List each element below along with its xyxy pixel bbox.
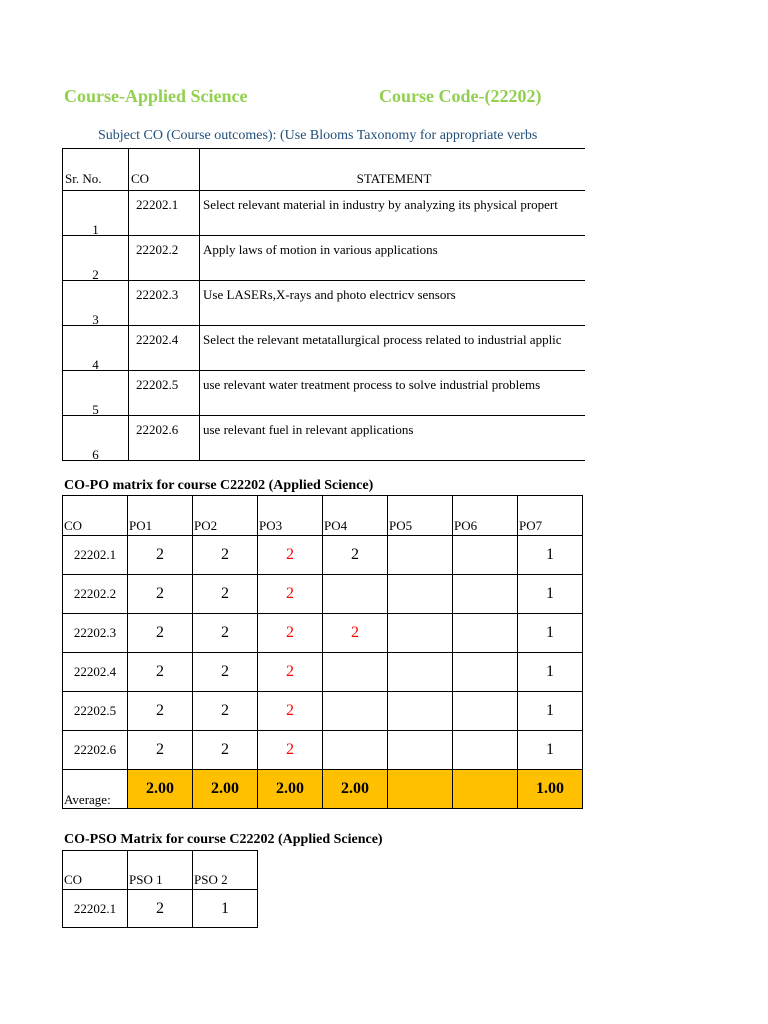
co-code: 22202.2 bbox=[129, 236, 200, 281]
co-code: 22202.1 bbox=[129, 191, 200, 236]
po5-value bbox=[388, 731, 453, 770]
co-code: 22202.5 bbox=[63, 692, 128, 731]
table-row bbox=[63, 731, 583, 770]
subject-co-line: Subject CO (Course outcomes): (Use Blooms Taxonomy for appropriate verbs bbox=[98, 128, 538, 143]
po6-value bbox=[453, 731, 518, 770]
copo-matrix-title: CO-PO matrix for course C22202 (Applied Science) bbox=[64, 478, 374, 493]
po3-value: 2 bbox=[258, 536, 323, 575]
po6-value bbox=[453, 575, 518, 614]
po1-value: 2 bbox=[128, 731, 193, 770]
co-code: 22202.4 bbox=[63, 653, 128, 692]
copso-matrix-table bbox=[62, 850, 258, 928]
sr-no: 2 bbox=[92, 267, 99, 281]
header-po5: PO5 bbox=[388, 496, 453, 536]
po6-value bbox=[453, 653, 518, 692]
header-po4: PO4 bbox=[323, 496, 388, 536]
po1-value: 2 bbox=[128, 653, 193, 692]
table-row bbox=[63, 236, 586, 281]
table-row bbox=[63, 575, 583, 614]
co-code: 22202.2 bbox=[63, 575, 128, 614]
co-statement: Select relevant material in industry by analyzing its physical propert bbox=[200, 191, 586, 236]
table-row bbox=[63, 890, 258, 928]
sr-no: 3 bbox=[92, 312, 99, 326]
po3-value: 2 bbox=[258, 692, 323, 731]
header-co: CO bbox=[129, 149, 200, 191]
table-row bbox=[63, 191, 586, 236]
co-code: 22202.6 bbox=[63, 731, 128, 770]
po7-value: 1 bbox=[518, 614, 583, 653]
po2-value: 2 bbox=[193, 575, 258, 614]
po4-value: 2 bbox=[323, 614, 388, 653]
po6-value bbox=[453, 692, 518, 731]
po2-value: 2 bbox=[193, 536, 258, 575]
co-statement: Apply laws of motion in various applications bbox=[200, 236, 586, 281]
po7-value: 1 bbox=[518, 536, 583, 575]
po2-value: 2 bbox=[193, 614, 258, 653]
course-code: Course Code-(22202) bbox=[379, 86, 542, 106]
course-title: Course-Applied Science bbox=[64, 86, 248, 106]
po4-value: 2 bbox=[323, 536, 388, 575]
copo-matrix-table bbox=[62, 495, 583, 809]
po1-value: 2 bbox=[128, 692, 193, 731]
po5-value bbox=[388, 692, 453, 731]
table-header-row bbox=[63, 149, 586, 191]
pso2-value: 1 bbox=[193, 890, 258, 928]
header-pso1: PSO 1 bbox=[128, 851, 193, 890]
table-row bbox=[63, 281, 586, 326]
co-code: 22202.3 bbox=[129, 281, 200, 326]
po4-value bbox=[323, 692, 388, 731]
po6-average bbox=[453, 770, 518, 809]
header-po3: PO3 bbox=[258, 496, 323, 536]
header-statement: STATEMENT bbox=[200, 149, 586, 191]
po3-value: 2 bbox=[258, 575, 323, 614]
header-po1: PO1 bbox=[128, 496, 193, 536]
co-statement-table bbox=[62, 148, 585, 461]
po2-value: 2 bbox=[193, 692, 258, 731]
po3-value: 2 bbox=[258, 731, 323, 770]
table-row bbox=[63, 614, 583, 653]
table-header-row bbox=[63, 496, 583, 536]
co-code: 22202.1 bbox=[63, 536, 128, 575]
po5-value bbox=[388, 575, 453, 614]
table-row bbox=[63, 416, 586, 461]
co-code: 22202.4 bbox=[129, 326, 200, 371]
co-statement: use relevant water treatment process to solve industrial problems bbox=[200, 371, 586, 416]
pso1-value: 2 bbox=[128, 890, 193, 928]
po2-average: 2.00 bbox=[193, 770, 258, 809]
table-header-row bbox=[63, 851, 258, 890]
po1-value: 2 bbox=[128, 536, 193, 575]
co-code: 22202.3 bbox=[63, 614, 128, 653]
po4-value bbox=[323, 653, 388, 692]
po1-value: 2 bbox=[128, 614, 193, 653]
sr-no: 4 bbox=[92, 357, 99, 371]
co-statement: use relevant fuel in relevant applications bbox=[200, 416, 586, 461]
po3-value: 2 bbox=[258, 653, 323, 692]
average-row bbox=[63, 770, 583, 809]
average-label: Average: bbox=[63, 770, 128, 809]
sr-no: 6 bbox=[92, 447, 99, 461]
copso-matrix-title: CO-PSO Matrix for course C22202 (Applied Science) bbox=[64, 832, 383, 847]
po2-value: 2 bbox=[193, 731, 258, 770]
header-sr-no: Sr. No. bbox=[63, 149, 129, 191]
po3-value: 2 bbox=[258, 614, 323, 653]
table-row bbox=[63, 692, 583, 731]
table-row bbox=[63, 536, 583, 575]
co-statement: Select the relevant metatallurgical process related to industrial applic bbox=[200, 326, 586, 371]
co-code: 22202.1 bbox=[63, 890, 128, 928]
table-row bbox=[63, 653, 583, 692]
header-co: CO bbox=[63, 496, 128, 536]
co-code: 22202.5 bbox=[129, 371, 200, 416]
table-row bbox=[63, 371, 586, 416]
po7-value: 1 bbox=[518, 731, 583, 770]
po2-value: 2 bbox=[193, 653, 258, 692]
header-po6: PO6 bbox=[453, 496, 518, 536]
po7-value: 1 bbox=[518, 575, 583, 614]
po6-value bbox=[453, 614, 518, 653]
po7-average: 1.00 bbox=[518, 770, 583, 809]
sr-no: 5 bbox=[92, 402, 99, 416]
header-co: CO bbox=[63, 851, 128, 890]
po1-average: 2.00 bbox=[128, 770, 193, 809]
po6-value bbox=[453, 536, 518, 575]
po5-value bbox=[388, 653, 453, 692]
header-po7: PO7 bbox=[518, 496, 583, 536]
sr-no: 1 bbox=[92, 222, 99, 236]
po4-value bbox=[323, 731, 388, 770]
po4-value bbox=[323, 575, 388, 614]
co-statement: Use LASERs,X-rays and photo electricv sensors bbox=[200, 281, 586, 326]
po5-average bbox=[388, 770, 453, 809]
po1-value: 2 bbox=[128, 575, 193, 614]
header-pso2: PSO 2 bbox=[193, 851, 258, 890]
po7-value: 1 bbox=[518, 692, 583, 731]
po4-average: 2.00 bbox=[323, 770, 388, 809]
po3-average: 2.00 bbox=[258, 770, 323, 809]
header-po2: PO2 bbox=[193, 496, 258, 536]
po7-value: 1 bbox=[518, 653, 583, 692]
po5-value bbox=[388, 614, 453, 653]
table-row bbox=[63, 326, 586, 371]
po5-value bbox=[388, 536, 453, 575]
co-code: 22202.6 bbox=[129, 416, 200, 461]
